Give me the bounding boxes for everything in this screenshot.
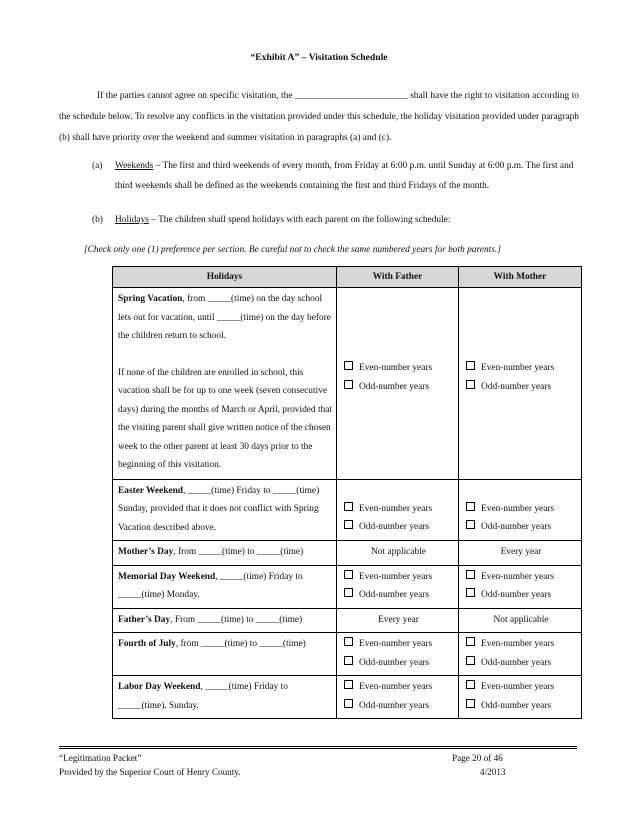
holiday-name: Memorial Day Weekend (118, 571, 216, 582)
holiday-schedule-table (112, 266, 582, 719)
holiday-name: Fourth of July (118, 639, 176, 649)
even-years-option[interactable] (464, 635, 578, 654)
mother-cell: Every year (459, 541, 582, 566)
option-label: Even-number years (359, 571, 433, 582)
holiday-cell (113, 565, 337, 608)
section-heading: Weekends (115, 161, 154, 171)
holiday-text: , from _____(time) to _____(time) (173, 547, 304, 557)
holiday-name: Father’s Day (118, 614, 171, 625)
checkbox-icon[interactable] (466, 699, 475, 708)
holiday-cell (113, 608, 337, 633)
even-years-option[interactable] (342, 568, 455, 587)
odd-years-option[interactable] (464, 518, 578, 537)
option-label: Even-number years (481, 571, 555, 582)
checkbox-icon[interactable] (466, 502, 475, 511)
checkbox-icon[interactable] (466, 361, 475, 370)
checkbox-icon[interactable] (466, 680, 475, 689)
mother-cell (459, 565, 582, 608)
header-with-father: With Father (337, 267, 459, 288)
checkbox-icon[interactable] (344, 570, 353, 579)
option-label: Odd-number years (481, 522, 552, 532)
checkbox-icon[interactable] (466, 520, 475, 529)
checkbox-icon[interactable] (344, 520, 353, 529)
header-with-mother: With Mother (459, 267, 582, 288)
option-label: Even-number years (359, 503, 433, 514)
footer-date: 4/2013 (480, 767, 506, 777)
option-label: Odd-number years (481, 590, 552, 600)
even-years-option[interactable] (464, 678, 578, 697)
checkbox-icon[interactable] (466, 588, 475, 597)
holiday-cell (113, 541, 337, 566)
option-label: Odd-number years (359, 657, 430, 668)
instruction-note: [Check only one (1) preference per section. Be careful not to check the same numbered years for both parents.] (84, 245, 501, 255)
father-cell: Not applicable (337, 541, 459, 566)
odd-years-option[interactable] (464, 586, 578, 605)
section-text: – The first and third weekends of every month, from Friday at 6:00 p.m. until Sunday at 6:00 p.m. The first and third weekends shall be defined as the weekends containing the first and third Fridays of the month. (115, 161, 574, 191)
option-label: Even-number years (481, 682, 555, 692)
option-label: Odd-number years (359, 700, 430, 711)
section-heading: Holidays (115, 215, 149, 225)
holiday-text: , from _____(time) on the day school lets out for vacation, until _____(time) on the day before the children return to school. (118, 294, 331, 341)
holiday-name: Labor Day Weekend (118, 682, 201, 692)
table-row (113, 479, 582, 541)
even-years-option[interactable] (464, 568, 578, 587)
option-label: Even-number years (359, 639, 433, 649)
option-label: Odd-number years (481, 657, 552, 668)
holiday-name: Easter Weekend (118, 485, 184, 496)
holiday-name: Mother’s Day (118, 547, 174, 557)
checkbox-icon[interactable] (344, 380, 353, 389)
holiday-text: , From _____(time) to _____(time) (170, 614, 303, 625)
mother-cell (459, 633, 582, 676)
checkbox-icon[interactable] (466, 380, 475, 389)
even-years-option[interactable] (342, 635, 455, 654)
header-holidays: Holidays (113, 267, 337, 288)
table-row (113, 288, 582, 480)
option-label: Odd-number years (481, 700, 552, 711)
mother-cell (459, 676, 582, 719)
footer-divider (59, 748, 577, 749)
table-row (113, 633, 582, 676)
even-years-option[interactable] (342, 500, 455, 519)
holiday-cell (113, 288, 337, 480)
holiday-name: Spring Vacation (118, 294, 183, 304)
intro-paragraph: If the parties cannot agree on specific visitation, the ________________________ shall have the right to visitation according to the schedule below. To resolve any conflicts in the visitation provided under this schedule, the holiday visitation provided under paragraph (b) shall have priority over the weekend and summer visitation in paragraphs (a) and (c). (59, 91, 579, 143)
father-cell (337, 288, 459, 480)
holiday-cell (113, 479, 337, 541)
even-years-option[interactable] (464, 359, 578, 378)
section-label: (a) (92, 161, 103, 171)
footer-provider: Provided by the Superior Court of Henry County. (59, 767, 241, 777)
odd-years-option[interactable] (342, 518, 455, 537)
odd-years-option[interactable] (342, 697, 455, 716)
father-cell (337, 479, 459, 541)
checkbox-icon[interactable] (344, 502, 353, 511)
odd-years-option[interactable] (464, 378, 578, 397)
holiday-cell (113, 676, 337, 719)
table-row (113, 541, 582, 566)
option-label: Even-number years (359, 363, 433, 373)
section-text: – The children shall spend holidays with each parent on the following schedule: (148, 215, 451, 225)
table-row (113, 676, 582, 719)
checkbox-icon[interactable] (466, 637, 475, 646)
father-cell (337, 633, 459, 676)
footer-page-number: Page 20 of 46 (452, 753, 503, 763)
option-label: Odd-number years (359, 381, 430, 392)
page-title: “Exhibit A” – Visitation Schedule (250, 52, 388, 63)
odd-years-option[interactable] (464, 697, 578, 716)
even-years-option[interactable] (342, 359, 455, 378)
checkbox-icon[interactable] (344, 699, 353, 708)
checkbox-icon[interactable] (466, 570, 475, 579)
father-cell: Every year (337, 608, 459, 633)
mother-cell (459, 288, 582, 480)
holiday-text: , _____(time) Friday to _____(time) Sunday, provided that it does not conflict with Spring Vacation described above. (118, 485, 320, 533)
checkbox-icon[interactable] (344, 588, 353, 597)
section-holidays (92, 211, 580, 231)
father-cell (337, 565, 459, 608)
table-header-row (113, 267, 582, 288)
checkbox-icon[interactable] (344, 361, 353, 370)
odd-years-option[interactable] (342, 586, 455, 605)
checkbox-icon[interactable] (344, 637, 353, 646)
holiday-text: , from _____(time) to _____(time) (175, 639, 306, 649)
odd-years-option[interactable] (342, 654, 455, 673)
even-years-option[interactable] (464, 500, 578, 519)
checkbox-icon[interactable] (344, 656, 353, 665)
option-label: Even-number years (481, 363, 555, 373)
checkbox-icon[interactable] (466, 656, 475, 665)
holiday-text: , _____(time) Friday to _____(time) Monday. (118, 571, 303, 600)
holiday-note: If none of the children are enrolled in school, this vacation shall be for up to one week (seven consecutive days) during the months of March or April, provided that the visiting parent shall give written notice of the chosen week to the other parent at least 30 days prior to the beginning of this visitation. (118, 367, 333, 470)
option-label: Even-number years (481, 503, 555, 514)
holiday-text: , _____(time) Friday to _____(time). Sunday. (118, 682, 288, 711)
table-row (113, 565, 582, 608)
odd-years-option[interactable] (342, 378, 455, 397)
father-cell (337, 676, 459, 719)
option-label: Odd-number years (481, 381, 552, 392)
option-label: Even-number years (359, 682, 433, 692)
odd-years-option[interactable] (464, 654, 578, 673)
footer-divider (59, 746, 577, 747)
option-label: Odd-number years (359, 522, 430, 532)
checkbox-icon[interactable] (344, 680, 353, 689)
holiday-cell (113, 633, 337, 676)
mother-cell (459, 479, 582, 541)
option-label: Odd-number years (359, 590, 430, 600)
section-weekends (92, 157, 580, 196)
option-label: Even-number years (481, 639, 555, 649)
even-years-option[interactable] (342, 678, 455, 697)
mother-cell: Not applicable (459, 608, 582, 633)
table-row (113, 608, 582, 633)
footer-document-name: “Legitimation Packet” (59, 753, 142, 763)
section-label: (b) (92, 215, 103, 225)
